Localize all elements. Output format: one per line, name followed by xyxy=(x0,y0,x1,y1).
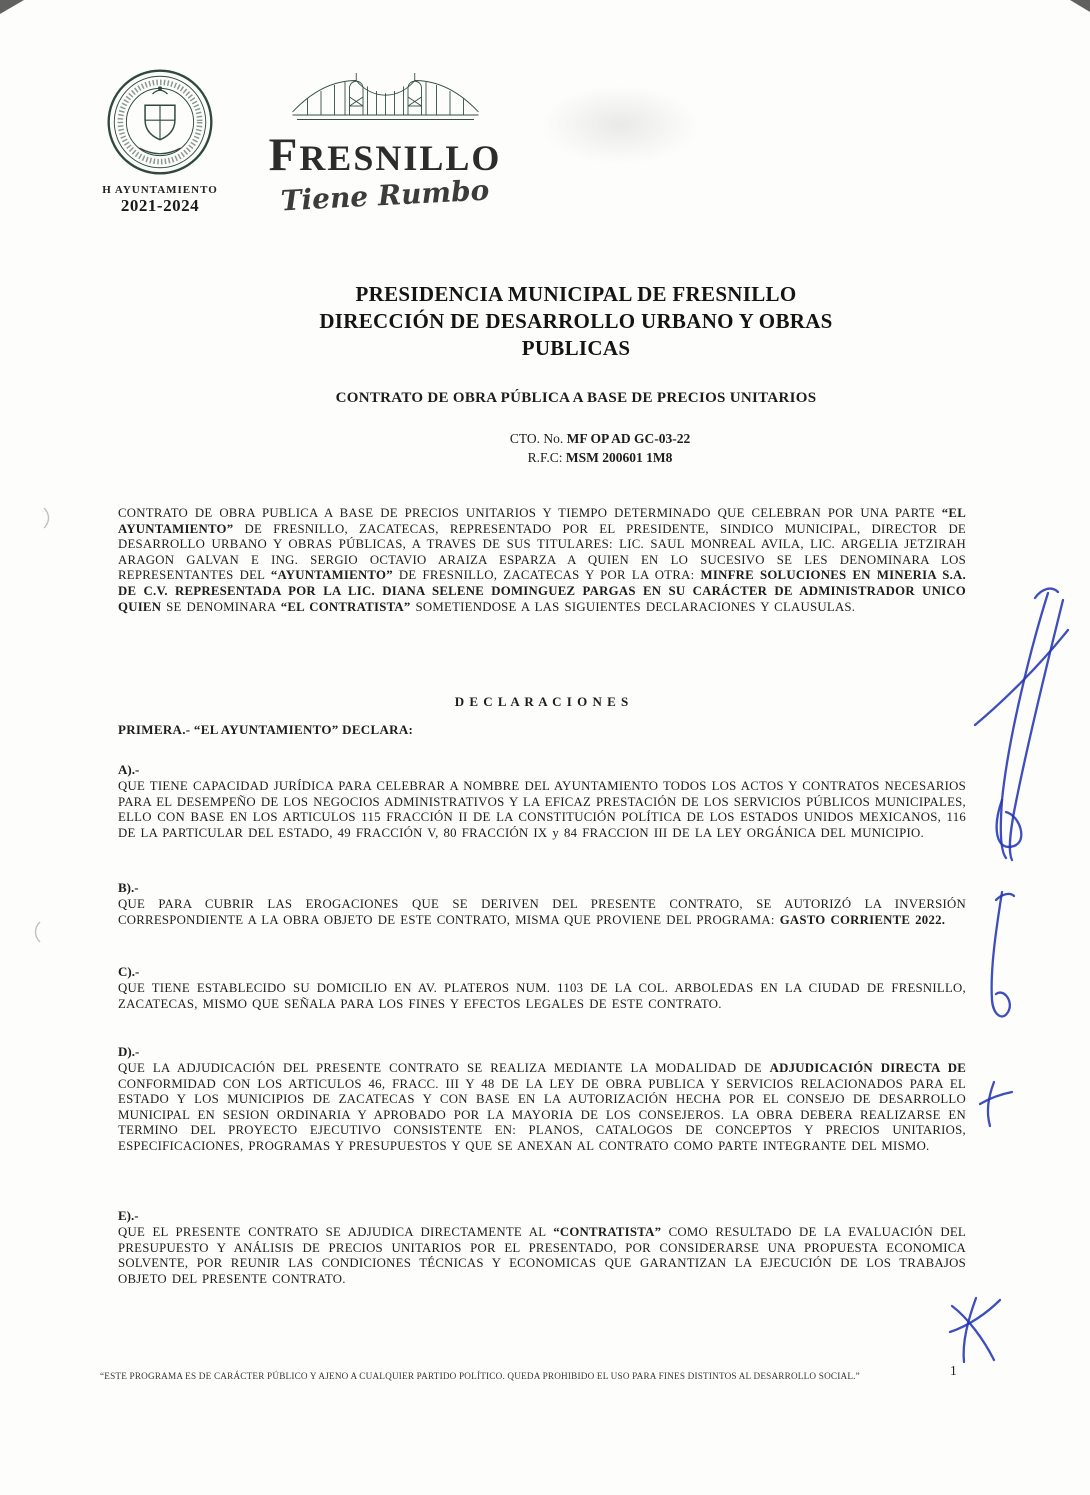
intro-paragraph-block xyxy=(118,506,966,615)
pencil-mark xyxy=(44,508,49,528)
pencil-mark xyxy=(36,922,41,942)
fresnillo-tagline: Tiene Rumbo xyxy=(279,173,491,218)
scan-smudge xyxy=(540,85,700,165)
municipal-seal-icon xyxy=(104,66,216,178)
intro-paragraph: CONTRATO DE OBRA PUBLICA A BASE DE PRECIOS UNITARIOS Y TIEMPO DETERMINADO QUE CELEBRAN POR UNA PARTE “EL AYUNTAMIENTO” DE FRESNILLO, ZACATECAS, REPRESENTADO POR EL PRESIDENTE, SINDICO MUNICIPAL, DIRECTOR DE DESARROLLO URBANO Y OBRAS PÚBLICAS, A TRAVES DE SUS TITULARES: LIC. SAUL MONREAL AVILA, LIC. ARGELIA JETZIRAH ARAGON GALVAN E ING. SERGIO OCTAVIO ARAIZA ESPARZA A QUIEN EN LO SUCESIVO SE LES DENOMINARA LOS REPRESENTANTES DEL “AYUNTAMIENTO” DE FRESNILLO, ZACATECAS Y POR LA OTRA: MINFRE SOLUCIONES EN MINERIA S.A. DE C.V. REPRESENTADA POR LA LIC. DIANA SELENE DOMINGUEZ PARGAS EN SU CARÁCTER DE ADMINISTRADOR UNICO QUIEN SE DENOMINARA “EL CONTRATISTA” SOMETIENDOSE A LAS SIGUIENTES DECLARACIONES Y CLAUSULAS. xyxy=(118,506,966,614)
declaraciones-heading: D E C L A R A C I O N E S xyxy=(454,694,630,709)
title-line-2: DIRECCIÓN DE DESARROLLO URBANO Y OBRAS xyxy=(319,309,833,333)
signature-stroke-mid xyxy=(992,892,1014,1016)
title-line-1: PRESIDENCIA MUNICIPAL DE FRESNILLO xyxy=(355,282,797,306)
clause-a xyxy=(118,762,966,841)
fresnillo-wordmark: FRESNILLO xyxy=(268,129,502,181)
municipal-seal xyxy=(92,66,228,216)
rfc-value: MSM 200601 1M8 xyxy=(565,450,673,465)
clause-d xyxy=(118,1044,966,1155)
clause-text: QUE PARA CUBRIR LAS EROGACIONES QUE SE DERIVEN DEL PRESENTE CONTRATO, SE AUTORIZÓ LA INVERSIÓN CORRESPONDIENTE A LA OBRA OBJETO DE ESTE CONTRATO, MISMA QUE PROVIENE DEL PROGRAMA: GASTO CORRIENTE 2022. xyxy=(118,897,966,927)
seal-caption-line1: H AYUNTAMIENTO xyxy=(102,184,218,196)
contract-reference-block xyxy=(120,429,1080,467)
signature-stroke-bottom xyxy=(950,1298,1000,1362)
clause-text: QUE TIENE CAPACIDAD JURÍDICA PARA CELEBRAR A NOMBRE DEL AYUNTAMIENTO TODOS LOS ACTOS Y CONTRATOS NECESARIOS PARA EL DESEMPEÑO DE LOS NEGOCIOS ADMINISTRATIVOS Y LA EFICAZ PRESTACIÓN DE LOS SERVICIOS PÚBLICOS MUNICIPALES, ELLO CON BASE EN LOS ARTICULOS 115 FRACCIÓN II DE LA CONSTITUCIÓN POLÍTICA DE LOS ESTADOS UNIDOS MEXICANOS, 116 DE LA PARTICULAR DEL ESTADO, 49 FRACCIÓN V, 80 FRACCIÓN IX y 84 FRACCION III DE LA LEY ORGÁNICA DEL MUNICIPIO. xyxy=(118,779,966,840)
clause-text: QUE EL PRESENTE CONTRATO SE ADJUDICA DIRECTAMENTE AL “CONTRATISTA” COMO RESULTADO DE LA EVALUACIÓN DEL PRESUPUESTO Y ANÁLISIS DE PRECIOS UNITARIOS POR EL PRESENTADO, POR CONSIDERARSE UNA PROPUESTA ECONOMICA SOLVENTE, POR REUNIR LAS CONDICIONES TÉCNICAS Y ECONOMICAS QUE GARANTIZAN LA EJECUCIÓN DE LOS TRABAJOS OBJETO DEL PRESENTE CONTRATO. xyxy=(118,1225,966,1286)
signature-stroke-small xyxy=(980,1082,1012,1126)
clause-label: D).- xyxy=(118,1044,140,1059)
page-number: 1 xyxy=(950,1363,957,1378)
contract-number-line xyxy=(120,429,1080,448)
fresnillo-logo xyxy=(250,62,520,218)
document-title xyxy=(56,281,1090,362)
clause-label: C).- xyxy=(118,964,140,979)
clause-e xyxy=(118,1208,966,1287)
clause-text: QUE TIENE ESTABLECIDO SU DOMICILIO EN AV. PLATEROS NUM. 1103 DE LA COL. ARBOLEDAS EN LA CIUDAD DE FRESNILLO, ZACATECAS, MISMO QUE SEÑALA PARA LOS FINES Y EFECTOS LEGALES DE ESTE CONTRATO. xyxy=(118,981,966,1011)
rfc-label: R.F.C: xyxy=(527,450,563,465)
clause-label: B).- xyxy=(118,880,139,895)
seal-caption-line2: 2021-2024 xyxy=(120,196,200,215)
clause-b xyxy=(118,880,966,928)
scan-corner-artifact xyxy=(0,0,24,14)
document-subtitle: CONTRATO DE OBRA PÚBLICA A BASE DE PRECIOS UNITARIOS xyxy=(335,390,817,406)
clause-text: QUE LA ADJUDICACIÓN DEL PRESENTE CONTRATO SE REALIZA MEDIANTE LA MODALIDAD DE ADJUDICACIÓN DIRECTA DE CONFORMIDAD CON LOS ARTICULOS 46, FRACC. III Y 48 DE LA LEY DE OBRA PUBLICA Y SERVICIOS RELACIONADOS PARA EL ESTADO Y LOS MUNICIPIOS DE ZACATECAS Y CON BASE EN LA AUTORIZACIÓN HECHA POR EL CONSEJO DE DESARROLLO MUNICIPAL EN SESION ORDINARIA Y APROBADO POR LA MAYORIA DE LOS CONSEJEROS. LA OBRA DEBERA REALIZARSE EN TERMINO DEL PROYECTO EJECUTIVO CONSISTENTE EN: PLANOS, CATALOGOS DE CONCEPTOS Y PRECIOS UNITARIOS, ESPECIFICACIONES, PROGRAMAS Y PRESUPUESTOS Y QUE SE ANEXAN AL CONTRATO COMO PARTE INTEGRANTE DEL MISMO. xyxy=(118,1061,966,1153)
primera-declaration-heading: PRIMERA.- “EL AYUNTAMIENTO” DECLARA: xyxy=(118,722,414,737)
footer-disclaimer: “ESTE PROGRAMA ES DE CARÁCTER PÚBLICO Y AJENO A CUALQUIER PARTIDO POLÍTICO. QUEDA PROHIBIDO EL USO PARA FINES DISTINTOS AL DESARROLLO SOCIAL.” xyxy=(100,1371,860,1381)
clause-c xyxy=(118,964,966,1012)
contract-number-value: MF OP AD GC-03-22 xyxy=(566,431,691,446)
clause-label: A).- xyxy=(118,762,140,777)
bridge-icon xyxy=(288,62,483,132)
rfc-line xyxy=(120,448,1080,467)
contract-number-label: CTO. No. xyxy=(509,431,564,446)
title-line-3: PUBLICAS xyxy=(521,336,631,360)
scan-corner-artifact xyxy=(1070,0,1090,12)
signature-stroke-large xyxy=(975,589,1068,860)
clause-label: E).- xyxy=(118,1208,139,1223)
